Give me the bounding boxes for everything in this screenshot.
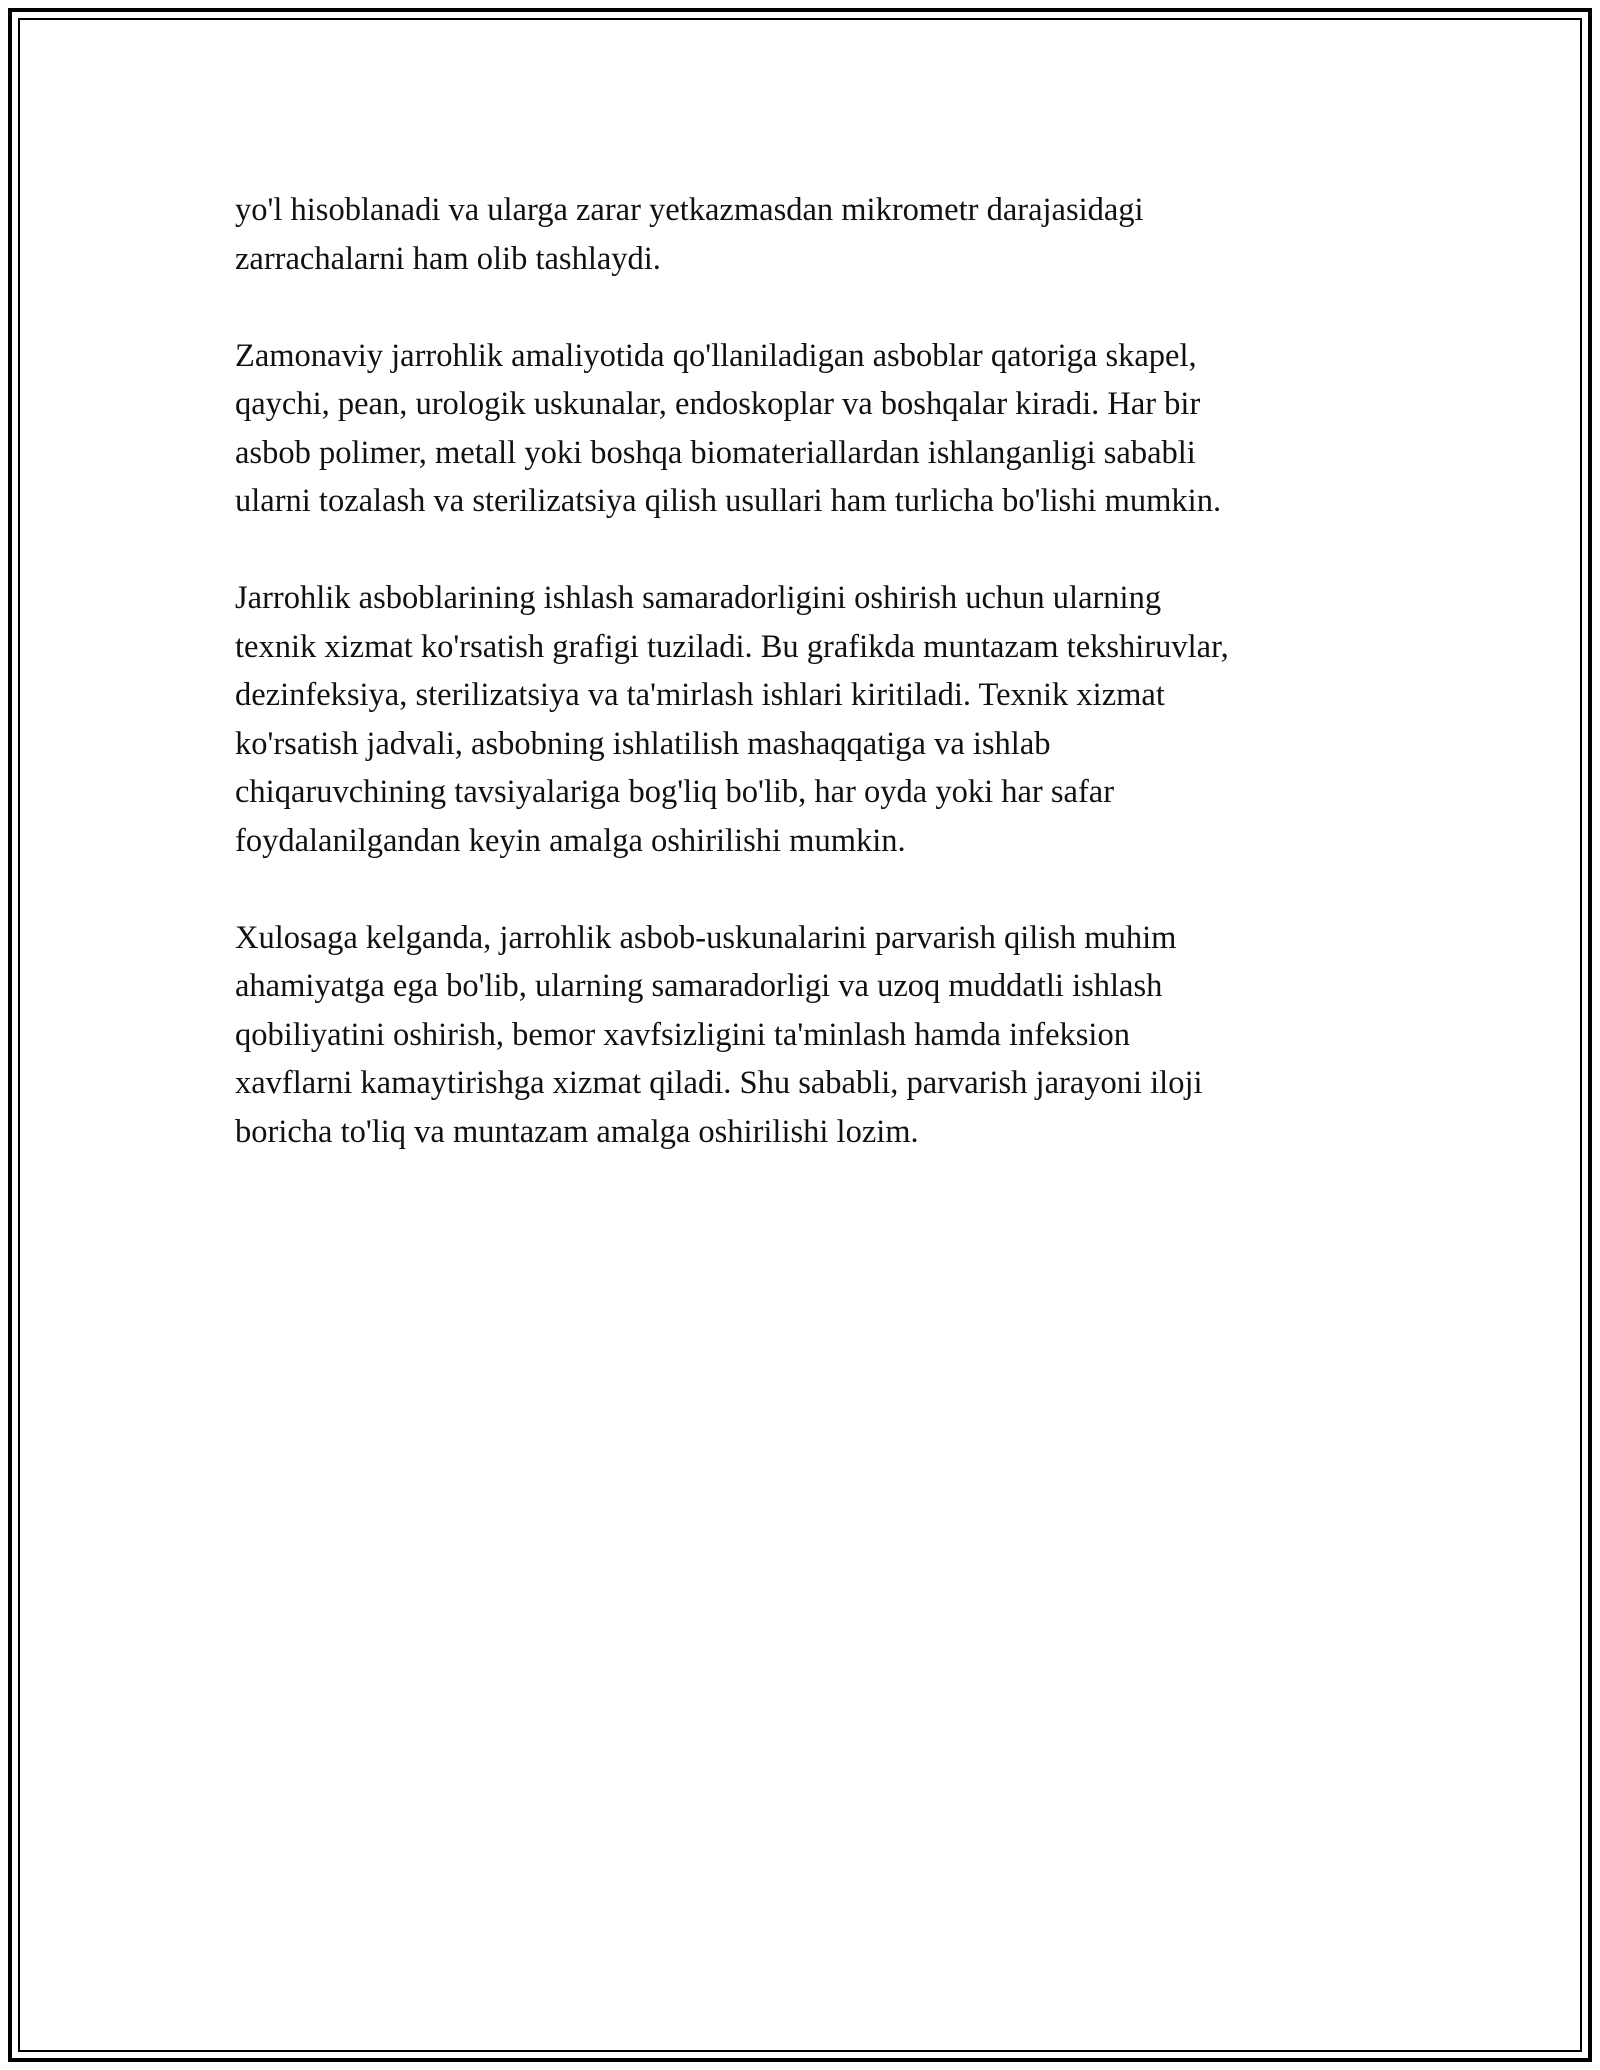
text-line: Zamonaviy jarrohlik amaliyotida qo'llaniladigan asboblar qatoriga skapel, <box>235 337 1197 374</box>
paragraph-3 <box>235 574 1370 865</box>
text-line: foydalanilgandan keyin amalga oshirilishi mumkin. <box>235 822 906 859</box>
text-line: texnik xizmat ko'rsatish grafigi tuziladi. Bu grafikda muntazam tekshiruvlar, <box>235 628 1229 665</box>
text-line: zarrachalarni ham olib tashlaydi. <box>235 240 661 277</box>
text-line: Xulosaga kelganda, jarrohlik asbob-uskunalarini parvarish qilish muhim <box>235 919 1177 956</box>
text-line: asbob polimer, metall yoki boshqa biomateriallardan ishlanganligi sababli <box>235 434 1196 471</box>
text-line: chiqaruvchining tavsiyalariga bog'liq bo'lib, har oyda yoki har safar <box>235 774 1115 810</box>
text-line: qobiliyatini oshirish, bemor xavfsizligini ta'minlash hamda infeksion <box>235 1016 1130 1053</box>
document-body <box>235 186 1370 1205</box>
text-line: Jarrohlik asboblarining ishlash samaradorligini oshirish uchun ularning <box>235 580 1162 616</box>
text-line: dezinfeksiya, sterilizatsiya va ta'mirlash ishlari kiritiladi. Texnik xizmat <box>235 677 1165 713</box>
text-line: ahamiyatga ega bo'lib, ularning samaradorligi va uzoq muddatli ishlash <box>235 968 1163 1004</box>
text-line: yo'l hisoblanadi va ularga zarar yetkazmasdan mikrometr darajasidagi <box>235 192 1144 228</box>
text-line: qaychi, pean, urologik uskunalar, endoskoplar va boshqalar kiradi. Har bir <box>235 386 1201 422</box>
text-line: ko'rsatish jadvali, asbobning ishlatilish mashaqqatiga va ishlab <box>235 725 1051 762</box>
text-line: xavflarni kamaytirishga xizmat qiladi. Shu sababli, parvarish jarayoni iloji <box>235 1065 1203 1101</box>
paragraph-4 <box>235 914 1370 1157</box>
paragraph-2 <box>235 332 1370 526</box>
text-line: boricha to'liq va muntazam amalga oshirilishi lozim. <box>235 1113 919 1150</box>
paragraph-1 <box>235 186 1370 283</box>
text-line: ularni tozalash va sterilizatsiya qilish usullari ham turlicha bo'lishi mumkin. <box>235 483 1222 519</box>
